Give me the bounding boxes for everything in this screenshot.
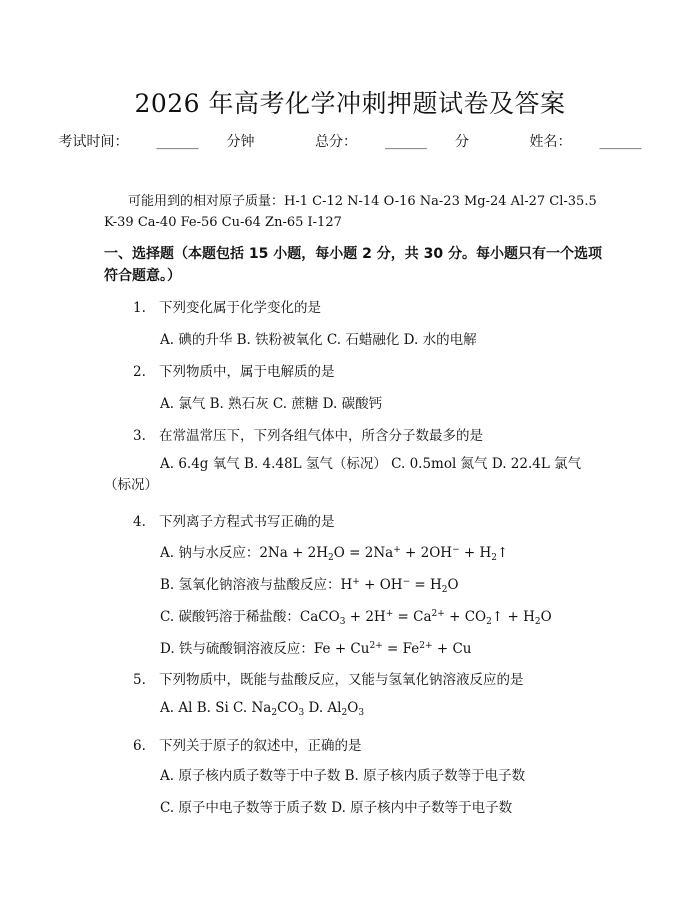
option-text: + 2OH — [400, 545, 453, 561]
question-number: 4. — [133, 514, 146, 530]
section-heading: 一、选择题（本题包括 15 小题，每小题 2 分，共 30 分。每小题只有一个选项符合题意。） — [104, 246, 602, 284]
score-label: 总分： — [315, 134, 357, 150]
question-2 — [133, 360, 335, 380]
question-text: 下列离子方程式书写正确的是 — [159, 514, 335, 530]
question-4-option-c: C. 碳酸钙溶于稀盐酸：CaCO$_3$ + $2H^+ = Ca^{2+}$ + $CO_2↑ + H_2O$ — [160, 609, 552, 627]
question-1 — [133, 296, 321, 316]
score-unit: 分 — [455, 134, 469, 150]
option-text: + H — [459, 545, 492, 561]
option-text: C. 碳酸钙溶于稀盐酸：CaCO — [160, 609, 340, 625]
question-3-options: A. 6.4g 氧气 B. 4.48L 氢气（标况） C. 0.5mol 氮气 D. 22.4L 氯气（标况） — [104, 456, 582, 493]
name-label: 姓名： — [529, 134, 572, 150]
question-6 — [133, 734, 362, 754]
exam-score — [301, 134, 483, 150]
option-text: D. Al — [304, 700, 342, 716]
option-text: + 2H — [345, 609, 386, 625]
question-3 — [133, 424, 483, 444]
question-6-options-line-2: C. 原子中电子数等于质子数 D. 原子核内中子数等于电子数 — [160, 800, 513, 816]
option-text: A. 钠与水反应：2Na + 2H — [160, 545, 329, 561]
option-text: O — [347, 700, 359, 716]
option-text: = H — [410, 577, 442, 593]
option-text: + Cu — [432, 641, 472, 657]
option-text: D. 铁与硫酸铜溶液反应：Fe + Cu — [160, 641, 370, 657]
option-text: + OH — [359, 577, 403, 593]
question-text: 在常温常压下，下列各组气体中，所含分子数最多的是 — [159, 428, 483, 444]
question-4-option-b: B. 氢氧化钠溶液与盐酸反应：$H^+ + OH^- = H_2O$ — [160, 577, 459, 595]
question-number: 2. — [133, 364, 146, 380]
question-6-options-line-1: A. 原子核内质子数等于中子数 B. 原子核内质子数等于电子数 — [160, 768, 526, 784]
option-text: B. 氢氧化钠溶液与盐酸反应：H — [160, 577, 353, 593]
option-text: + H — [503, 609, 535, 625]
option-text: O — [447, 577, 459, 593]
question-number: 1. — [133, 300, 146, 316]
gas-arrow-icon: ↑ — [497, 545, 509, 561]
option-text: = Fe — [382, 641, 420, 657]
question-number: 3. — [133, 428, 146, 444]
option-text: + CO — [444, 609, 487, 625]
time-unit: 分钟 — [226, 134, 255, 150]
name-blank: ______ — [599, 134, 642, 150]
score-blank: ______ — [385, 134, 427, 150]
atomic-masses: 可能用到的相对原子质量：H-1 C-12 N-14 O-16 Na-23 Mg-24 Al-27 Cl-35.5 K-39 Ca-40 Fe-56 Cu-64 Zn-65 I-127 — [104, 194, 597, 230]
question-5-options: A. Al B. Si C. $Na_2CO_3$ D. $Al_2O_3$ — [160, 700, 365, 718]
gas-arrow-icon: ↑ — [491, 609, 504, 625]
question-4 — [133, 510, 335, 530]
page-title: 2026 年高考化学冲刺押题试卷及答案 — [134, 89, 566, 118]
option-text: CO — [277, 700, 299, 716]
exam-meta — [0, 131, 700, 151]
option-text: O — [540, 609, 552, 625]
question-number: 5. — [133, 672, 146, 688]
exam-name — [515, 134, 655, 150]
option-text: O = 2Na — [333, 545, 394, 561]
question-4-option-a: A. 钠与水反应：$2Na + 2H_2O = 2Na^+ + 2OH^-$ + $H_2↑$ — [160, 545, 509, 563]
time-blank: ______ — [156, 134, 199, 150]
question-text: 下列关于原子的叙述中，正确的是 — [159, 738, 362, 754]
question-number: 6. — [133, 738, 146, 754]
question-5 — [133, 668, 524, 688]
time-label: 考试时间： — [58, 134, 129, 150]
question-text: 下列物质中，属于电解质的是 — [159, 364, 335, 380]
option-text: A. Al B. Si C. Na — [160, 700, 272, 716]
question-text: 下列物质中，既能与盐酸反应，又能与氢氧化钠溶液反应的是 — [159, 672, 524, 688]
question-2-options: A. 氯气 B. 熟石灰 C. 蔗糖 D. 碳酸钙 — [160, 396, 383, 412]
question-1-options: A. 碘的升华 B. 铁粉被氧化 C. 石蜡融化 D. 水的电解 — [160, 332, 477, 348]
option-text: = Ca — [393, 609, 432, 625]
question-4-option-d: D. 铁与硫酸铜溶液反应：$Fe + Cu^{2+} = Fe^{2+} + Cu$ — [160, 641, 472, 657]
exam-time — [45, 134, 269, 150]
question-text: 下列变化属于化学变化的是 — [159, 300, 321, 316]
